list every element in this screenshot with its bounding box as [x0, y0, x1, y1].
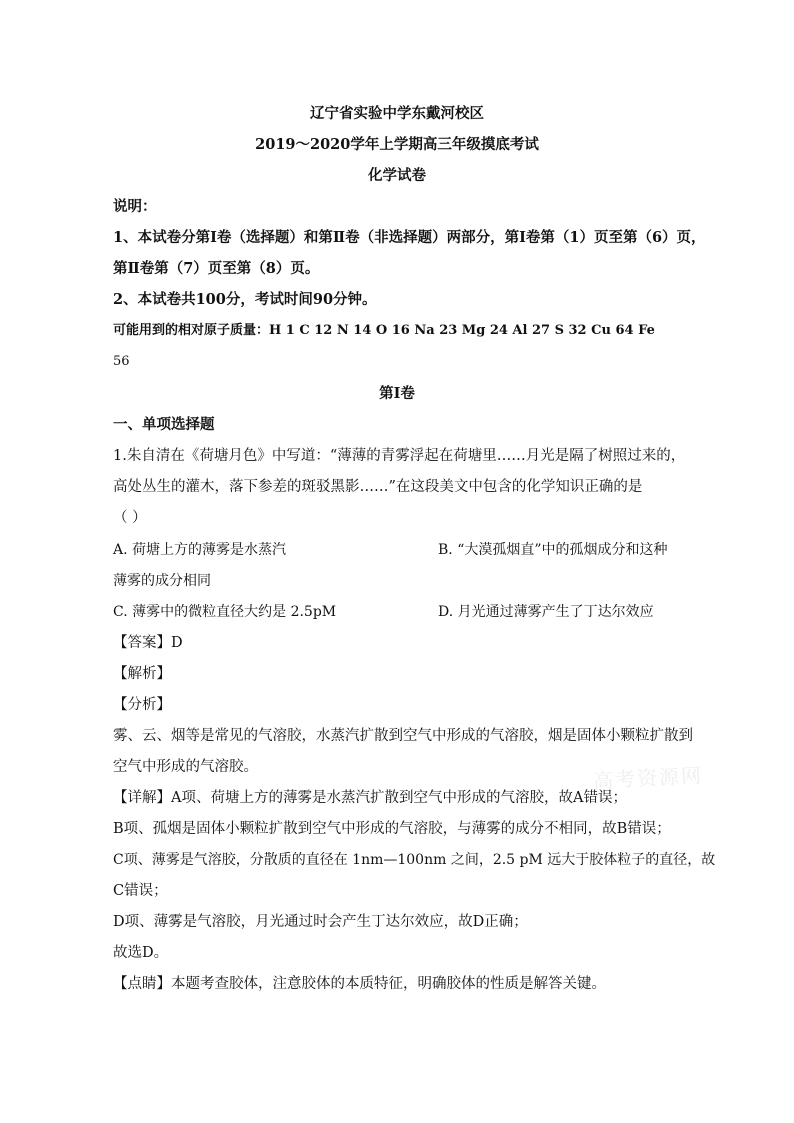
exam-subject: 化学试卷	[368, 167, 426, 184]
detail-c: C项、薄雾是气溶胶，分散质的直径在 1nm—100nm 之间，2.5 pM 远大于胶体粒子的直径，故	[113, 852, 716, 868]
instructions-title: 说明：	[113, 198, 157, 215]
question-stem-cont: 高处丛生的灌木，落下参差的斑驳黑影……”在这段美文中包含的化学知识正确的是	[113, 479, 643, 495]
fenxi-text-cont: 空气中形成的气溶胶。	[113, 759, 258, 775]
school-name: 辽宁省实验中学东戴河校区	[310, 105, 484, 122]
section-title: 一、单项选择题	[113, 416, 215, 433]
instruction-item-1-cont: 第Ⅱ卷第（7）页至第（8）页。	[113, 260, 320, 277]
atomic-mass-list: 可能用到的相对原子质量：H 1 C 12 N 14 O 16 Na 23 Mg 24 Al 27 S 32 Cu 64 Fe	[113, 323, 655, 338]
atomic-mass-list-cont: 56	[113, 354, 130, 369]
option-b-cont: 薄雾的成分相同	[113, 573, 211, 589]
fenxi-text: 雾、云、烟等是常见的气溶胶，水蒸汽扩散到空气中形成的气溶胶，烟是固体小颗粒扩散到	[113, 728, 693, 744]
option-d: D. 月光通过薄雾产生了丁达尔效应	[438, 604, 654, 620]
option-c: C. 薄雾中的微粒直径大约是 2.5pM	[113, 604, 337, 620]
question-blank: （ ）	[113, 510, 147, 526]
analysis-label: 【解析】	[113, 666, 171, 682]
option-b: B. “大漠孤烟直”中的孤烟成分和这种	[438, 542, 668, 558]
option-a: A. 荷塘上方的薄雾是水蒸汽	[113, 542, 287, 558]
instruction-item-2: 2、本试卷共100分，考试时间90分钟。	[113, 291, 377, 308]
instruction-item-1: 1、本试卷分第Ⅰ卷（选择题）和第Ⅱ卷（非选择题）两部分，第Ⅰ卷第（1）页至第（6）页，	[113, 229, 706, 246]
detail-c-cont: C错误；	[113, 883, 168, 899]
conclusion: 故选D。	[113, 945, 169, 961]
watermark: 高考资源网	[592, 763, 704, 793]
answer-line: 【答案】D	[113, 635, 183, 651]
part-title: 第Ⅰ卷	[379, 385, 415, 402]
question-stem: 1.朱自清在《荷塘月色》中写道：“薄薄的青雾浮起在荷塘里……月光是隔了树照过来的，	[113, 448, 686, 464]
exam-term: 2019～2020学年上学期高三年级摸底考试	[255, 136, 539, 153]
detail-d: D项、薄雾是气溶胶，月光通过时会产生丁达尔效应，故D正确；	[113, 914, 528, 930]
detail-a: 【详解】A项、荷塘上方的薄雾是水蒸汽扩散到空气中形成的气溶胶，故A错误；	[113, 790, 627, 806]
comment: 【点睛】本题考查胶体，注意胶体的本质特征，明确胶体的性质是解答关键。	[113, 976, 606, 992]
detail-b: B项、孤烟是固体小颗粒扩散到空气中形成的气溶胶，与薄雾的成分不相同，故B错误；	[113, 821, 671, 837]
fenxi-label: 【分析】	[113, 697, 171, 713]
